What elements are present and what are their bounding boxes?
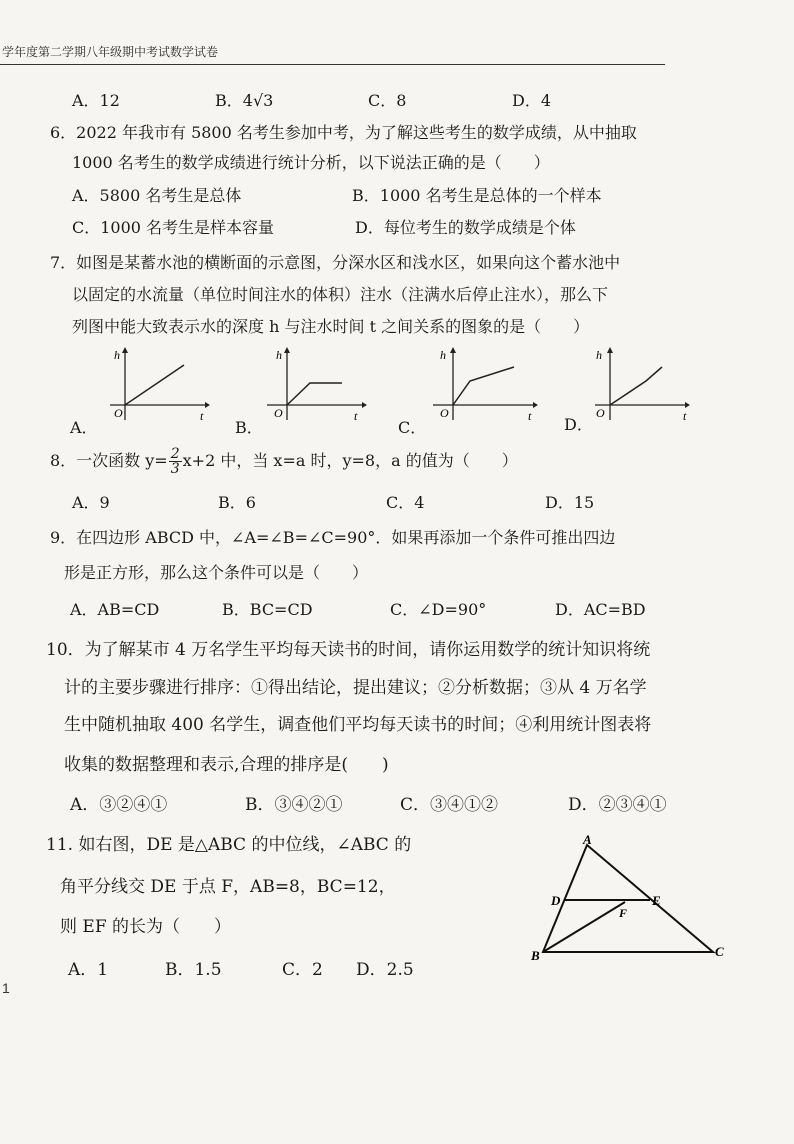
q8-frac-num: 2	[170, 446, 180, 462]
q9-line1: 9．在四边形 ABCD 中，∠A=∠B=∠C=90°．如果再添加一个条件可推出四边	[50, 528, 616, 547]
q7-graph-label-a: A．	[70, 418, 98, 437]
q7-graph-label-c: C．	[398, 418, 427, 437]
q11-line2: 角平分线交 DE 于点 F，AB=8，BC=12，	[60, 877, 396, 897]
q7-c-origin: O	[440, 406, 449, 420]
q10-option-d: D．②③④①	[568, 795, 667, 815]
q7-c-axis-h: h	[440, 348, 446, 362]
q9-option-a: A．AB=CD	[70, 600, 160, 619]
q11-label-a: A	[583, 832, 592, 847]
q7-line3: 列图中能大致表示水的深度 h 与注水时间 t 之间关系的图象的是（ ）	[72, 317, 590, 336]
q7-d-axis-t: t	[683, 409, 687, 423]
q5-option-d: D．4	[512, 91, 552, 110]
q9-line2: 形是正方形，那么这个条件可以是（ ）	[64, 563, 369, 582]
q7-graph-d	[590, 345, 700, 425]
q11-option-c: C．2	[282, 960, 323, 980]
q10-option-b: B．③④②①	[245, 795, 343, 815]
q11-option-b: B．1.5	[165, 960, 222, 980]
q11-option-a: A．1	[68, 960, 109, 980]
q10-line4: 收集的数据整理和表示,合理的排序是( )	[64, 755, 389, 775]
q9-option-d: D．AC=BD	[555, 600, 646, 619]
q7-graph-a	[100, 345, 210, 425]
q10-line3: 生中随机抽取 400 名学生，调查他们平均每天读书的时间；④利用统计图表将	[64, 715, 652, 735]
q8-fraction	[169, 447, 182, 476]
q11-option-d: D．2.5	[356, 960, 414, 980]
q8-option-c: C．4	[386, 493, 425, 512]
q11-triangle-figure	[525, 830, 740, 970]
q7-c-axis-t: t	[528, 409, 532, 423]
q7-a-origin: O	[114, 406, 123, 420]
q6-line1: 6．2022 年我市有 5800 名考生参加中考，为了解这些考生的数学成绩，从中抽取	[50, 123, 637, 142]
q9-option-c: C．∠D=90°	[390, 600, 487, 619]
q7-a-axis-h: h	[114, 348, 120, 362]
q7-graph-c	[428, 345, 543, 425]
q7-d-axis-h: h	[596, 348, 602, 362]
header-rule	[0, 64, 665, 65]
margin-mark: 1	[2, 980, 10, 996]
q7-b-axis-t: t	[354, 409, 358, 423]
q8-option-a: A．9	[72, 493, 110, 512]
q7-a-axis-t: t	[200, 409, 204, 423]
q7-b-origin: O	[274, 406, 283, 420]
q5-option-c: C．8	[368, 91, 407, 110]
q10-option-a: A．③②④①	[70, 795, 168, 815]
q11-label-f: F	[619, 906, 628, 920]
q11-label-c: C	[715, 944, 724, 959]
q11-line1: 11. 如右图，DE 是△ABC 的中位线，∠ABC 的	[46, 835, 412, 855]
q8-frac-den: 3	[170, 461, 180, 477]
q10-line2: 计的主要步骤进行排序：①得出结论，提出建议；②分析数据；③从 4 万名学	[64, 678, 647, 698]
q6-option-c: C．1000 名考生是样本容量	[72, 218, 275, 237]
q7-line1: 7．如图是某蓄水池的横断面的示意图，分深水区和浅水区，如果向这个蓄水池中	[50, 253, 621, 272]
q11-line3: 则 EF 的长为（ ）	[60, 917, 232, 937]
q7-graph-label-d: D．	[564, 415, 593, 434]
q6-option-b: B．1000 名考生是总体的一个样本	[352, 186, 602, 205]
q8-prefix: 8．一次函数 y=	[50, 451, 168, 470]
q6-option-a: A．5800 名考生是总体	[72, 186, 242, 205]
q8-stem	[50, 443, 518, 479]
q11-label-d: D	[551, 893, 561, 908]
q7-b-axis-h: h	[276, 348, 282, 362]
q8-suffix: x+2 中，当 x=a 时，y=8，a 的值为（ ）	[182, 451, 518, 470]
q8-option-d: D．15	[545, 493, 595, 512]
q10-line1: 10．为了解某市 4 万名学生平均每天读书的时间，请你运用数学的统计知识将统	[46, 640, 651, 660]
q5-option-a: A．12	[72, 91, 120, 110]
q8-option-b: B．6	[218, 493, 256, 512]
q7-d-origin: O	[596, 406, 605, 420]
q10-option-c: C．③④①②	[400, 795, 499, 815]
q11-label-b: B	[531, 948, 540, 963]
q6-option-d: D．每位考生的数学成绩是个体	[355, 218, 576, 237]
exam-header-title: 学年度第二学期八年级期中考试数学试卷	[2, 45, 219, 59]
q11-label-e: E	[652, 893, 661, 908]
q7-line2: 以固定的水流量（单位时间注水的体积）注水（注满水后停止注水），那么下	[72, 285, 609, 304]
q5-option-b: B．4√3	[215, 91, 274, 110]
q7-graph-label-b: B．	[235, 418, 263, 437]
q9-option-b: B．BC=CD	[222, 600, 313, 619]
q7-graph-b	[262, 345, 372, 425]
q6-line2: 1000 名考生的数学成绩进行统计分析，以下说法正确的是（ ）	[72, 153, 550, 172]
